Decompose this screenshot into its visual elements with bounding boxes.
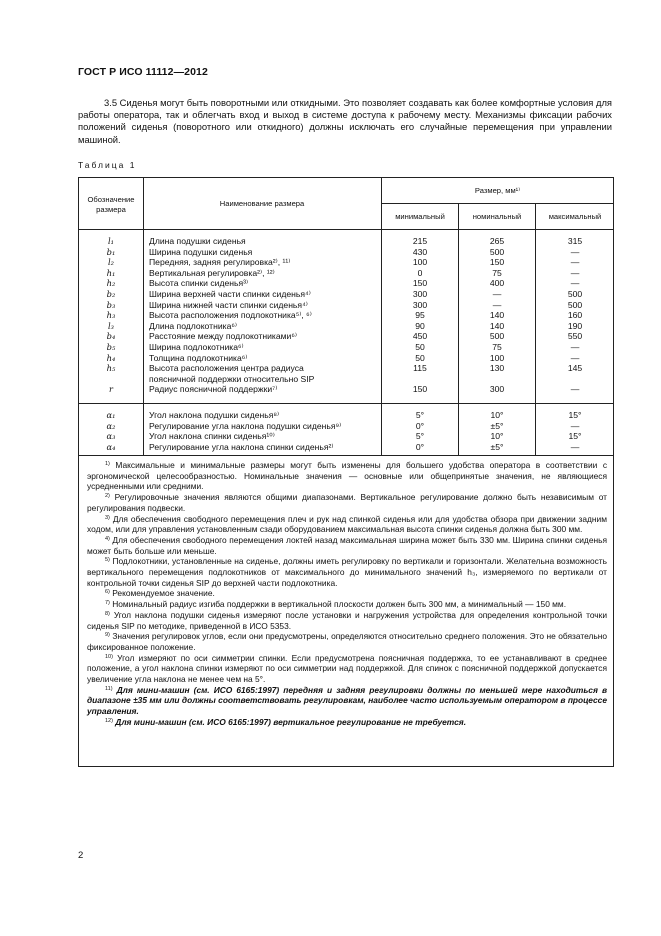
footnote-number: 11) — [105, 685, 113, 692]
row-name-continued: поясничной поддержки относительно SIP — [149, 373, 315, 384]
footnote-text: Максимальные и минимальные размеры могут быть изменены для большего удобства оператора в соответствии с эргономической целесообразностью. Номинальные значения — основные или общепринятые значения, не являющиеся усредненными или средними. — [87, 460, 608, 492]
footnote-text: Для мини-машин (см. ИСО 6165:1997) вертикальное регулирование не требуется. — [115, 716, 467, 727]
row-symbol: α₁ — [106, 410, 116, 420]
row-name: Расстояние между подлокотниками⁶⁾ — [149, 331, 298, 342]
row-min: 430 — [412, 246, 428, 257]
row-max: — — [570, 246, 580, 257]
footnote-number: 2) — [105, 493, 110, 500]
row-min: 90 — [415, 320, 425, 331]
row-name: Толщина подлокотника⁶⁾ — [149, 352, 248, 363]
row-name: Ширина верхней части спинки сиденья⁴⁾ — [149, 289, 311, 299]
row-nom: 130 — [489, 363, 505, 374]
footnote-number: 4) — [105, 535, 110, 542]
row-symbol: l₂ — [108, 257, 114, 268]
row-max: 160 — [567, 310, 583, 321]
seat-dimensions-table — [78, 177, 614, 767]
footnote-text: Для обеспечения свободного перемещения плеч и рук над спинкой сиденья или для удобства обзора при движении задним ходом, или для управления установленным сзади оборудованием максимальная высота спинки сиденья должна быть 300 мм. — [87, 513, 607, 535]
row-min: 5° — [415, 431, 425, 442]
row-symbol: l₁ — [108, 236, 114, 246]
row-max: 15° — [568, 431, 582, 442]
row-name: Ширина подушки сиденья — [149, 246, 253, 257]
footnote — [87, 514, 607, 535]
row-max: — — [570, 267, 580, 278]
row-max: 500 — [567, 289, 583, 299]
footnote-number: 8) — [105, 610, 110, 617]
row-max: — — [570, 352, 580, 363]
row-name: Высота расположения центра радиуса — [149, 363, 304, 374]
footnote — [87, 535, 607, 556]
row-symbol: α₄ — [106, 441, 116, 452]
row-symbol: h₄ — [106, 352, 116, 363]
intro-paragraph — [78, 97, 612, 146]
row-name: Радиус поясничной поддержки⁷⁾ — [149, 384, 278, 395]
row-min: 0° — [415, 441, 425, 452]
footnote-text: Подлокотники, установленные на сиденье, должны иметь регулировку по вертикали и горизонтали. Желательна возможность вертикального перемещения подлокотников от максимального до минимального значений h₃, измеряемого по вертикали от контрольной точки сиденья SIP до верхней части подлокотника. — [87, 556, 608, 588]
row-name: Регулирование угла наклона спинки сиденья²⁾ — [149, 441, 334, 452]
row-name: Ширина подлокотника⁶⁾ — [149, 342, 244, 352]
footnote-number: 12) — [105, 717, 113, 724]
footnote — [87, 599, 607, 610]
row-min: 0 — [417, 267, 423, 278]
footnote — [87, 717, 607, 728]
row-min: 95 — [415, 310, 425, 321]
footnote — [87, 588, 607, 599]
row-name: Высота расположения подлокотника⁵⁾, ⁶⁾ — [149, 310, 312, 321]
row-name: Передняя, задняя регулировка²⁾, ¹¹⁾ — [149, 257, 291, 268]
header-min: минимальный — [395, 212, 445, 221]
footnote-text: Для обеспечения свободного перемещения локтей назад максимальная ширина может быть 330 мм. Ширина спинки сиденья может быть больше или меньше. — [87, 534, 607, 556]
row-max: 315 — [567, 236, 583, 246]
row-nom: 500 — [489, 331, 505, 342]
row-symbol: l₃ — [108, 320, 114, 331]
row-nom: 265 — [489, 236, 505, 246]
row-symbol: h₁ — [106, 267, 116, 278]
row-min: 215 — [412, 236, 428, 246]
row-min: 5° — [415, 410, 425, 420]
row-nom: 75 — [492, 267, 502, 278]
row-nom: — — [492, 299, 502, 310]
row-max: 190 — [567, 320, 583, 331]
footnote-number: 7) — [105, 600, 110, 607]
row-symbol: b₃ — [106, 299, 116, 310]
header-name: Наименование размера — [219, 199, 305, 208]
document-header: ГОСТ Р ИСО 11112—2012 — [78, 66, 208, 78]
row-max: — — [570, 441, 580, 452]
row-nom: ±5° — [490, 420, 504, 431]
footnote-text: Значения регулировок углов, если они предусмотрены, определяются относительно среднего положения. Это не обязательно фиксированное положение. — [87, 631, 608, 652]
row-name: Регулирование угла наклона подушки сиденья⁹⁾ — [149, 420, 342, 431]
grid-line — [143, 178, 144, 455]
footnote-number: 6) — [105, 589, 110, 596]
row-nom: 300 — [489, 384, 505, 395]
row-max: 145 — [567, 363, 583, 374]
row-name: Угол наклона спинки сиденья¹⁰⁾ — [149, 431, 275, 442]
footnote-number: 3) — [105, 514, 110, 521]
page-number: 2 — [78, 850, 84, 861]
footnote-text: Угол измеряют по оси симметрии спинки. Если предусмотрена поясничная поддержка, то ее устанавливают в среднее положение, а угол наклона спинки измеряют по оси симметрии над поддержкой. Для спинок с поясничной поддержкой допускается увеличение угла наклона не менее чем на 5°. — [87, 652, 607, 685]
footnote-text: Регулировочные значения являются общими диапазонами. Вертикальное регулирование должно быть независимым от регулирования подвески. — [87, 492, 608, 513]
row-min: 150 — [412, 278, 428, 289]
row-max: — — [570, 278, 580, 289]
row-min: 0° — [415, 420, 425, 431]
row-max: — — [570, 342, 580, 352]
row-max: 550 — [567, 331, 583, 342]
table-notes — [87, 460, 607, 728]
footnote — [87, 610, 607, 631]
row-min: 450 — [412, 331, 428, 342]
row-max: — — [570, 257, 580, 268]
row-symbol: α₂ — [106, 420, 116, 431]
header-size: Размер, мм¹⁾ — [474, 186, 521, 195]
row-symbol: b₂ — [106, 289, 116, 299]
footnote — [87, 460, 607, 492]
footnote-number: 9) — [105, 632, 110, 639]
footnote-text: Номинальный радиус изгиба поддержки в вертикальной плоскости должен быть 300 мм, а минимальный — 150 мм. — [112, 599, 567, 610]
row-min: 300 — [412, 289, 428, 299]
row-name: Угол наклона подушки сиденья⁸⁾ — [149, 410, 280, 420]
intro-text: 3.5 Сиденья могут быть поворотными или откидными. Это позволяет создавать как более комфортные условия для работы оператора, так и облегчать вход и выход в системе доступа к рабочему месту. Механизмы фиксации рабочих положений сиденья (поворотного или откидного) должны исключать его случайные перемещения при управлении машиной. — [78, 97, 612, 145]
row-symbol: h₃ — [106, 310, 116, 321]
row-min: 300 — [412, 299, 428, 310]
header-designation: Обозначение размера — [87, 195, 135, 214]
row-symbol: h₅ — [106, 363, 116, 374]
row-nom: 400 — [489, 278, 505, 289]
row-nom: ±5° — [490, 441, 504, 452]
row-max: — — [570, 420, 580, 431]
footnote — [87, 492, 607, 513]
row-nom: 150 — [489, 257, 505, 268]
row-name: Длина подушки сиденья — [149, 236, 246, 246]
header-max: максимальный — [548, 212, 602, 221]
footnote-text: Угол наклона подушки сиденья измеряют после установки и нагружения устройства для определения контрольной точки сиденья SIP по методике, приведенной в ИСО 5353. — [87, 609, 608, 631]
row-name: Вертикальная регулировка²⁾, ¹²⁾ — [149, 267, 275, 278]
footnote — [87, 653, 607, 685]
footnote — [87, 685, 607, 717]
grid-line — [79, 403, 614, 404]
row-min: 115 — [413, 363, 427, 374]
row-max: — — [570, 384, 580, 395]
footnote — [87, 556, 607, 588]
row-symbol: b₄ — [106, 331, 116, 342]
row-nom: 10° — [490, 431, 504, 442]
footnote-number: 10) — [105, 653, 113, 660]
grid-line — [79, 229, 614, 230]
row-max: 500 — [567, 299, 583, 310]
row-name: Высота спинки сиденья³⁾ — [149, 278, 249, 289]
grid-line — [79, 455, 614, 456]
row-min: 50 — [415, 352, 425, 363]
row-symbol: h₂ — [106, 278, 116, 289]
row-name: Длина подлокотника⁶⁾ — [149, 320, 238, 331]
row-name: Ширина нижней части спинки сиденья⁴⁾ — [149, 299, 308, 310]
row-nom: 140 — [489, 310, 505, 321]
row-nom: 140 — [489, 320, 505, 331]
row-nom: 500 — [489, 246, 505, 257]
row-max: 15° — [568, 410, 582, 420]
footnote-number: 5) — [105, 557, 110, 564]
table-caption: Таблица 1 — [78, 160, 137, 170]
row-nom: 75 — [492, 342, 502, 352]
row-nom: 100 — [489, 352, 505, 363]
row-symbol: r — [109, 384, 113, 395]
row-nom: 10° — [490, 410, 504, 420]
row-symbol: b₅ — [106, 342, 116, 352]
row-min: 100 — [412, 257, 428, 268]
row-min: 150 — [412, 384, 428, 395]
row-nom: — — [492, 289, 502, 299]
footnote-number: 1) — [105, 461, 110, 467]
row-min: 50 — [415, 342, 425, 352]
footnote — [87, 631, 607, 652]
grid-line — [381, 203, 614, 204]
row-symbol: b₁ — [106, 246, 116, 257]
footnote-text: Для мини-машин (см. ИСО 6165:1997) передняя и задняя регулировки должны по меньшей мере находиться в диапазоне ±35 мм или должны соответствовать регулировкам, наиболее часто используемым оператором в процессе управления. — [87, 684, 607, 717]
footnote-text: Рекомендуемое значение. — [112, 588, 215, 599]
header-nom: номинальный — [472, 212, 522, 221]
row-symbol: α₃ — [106, 431, 116, 442]
